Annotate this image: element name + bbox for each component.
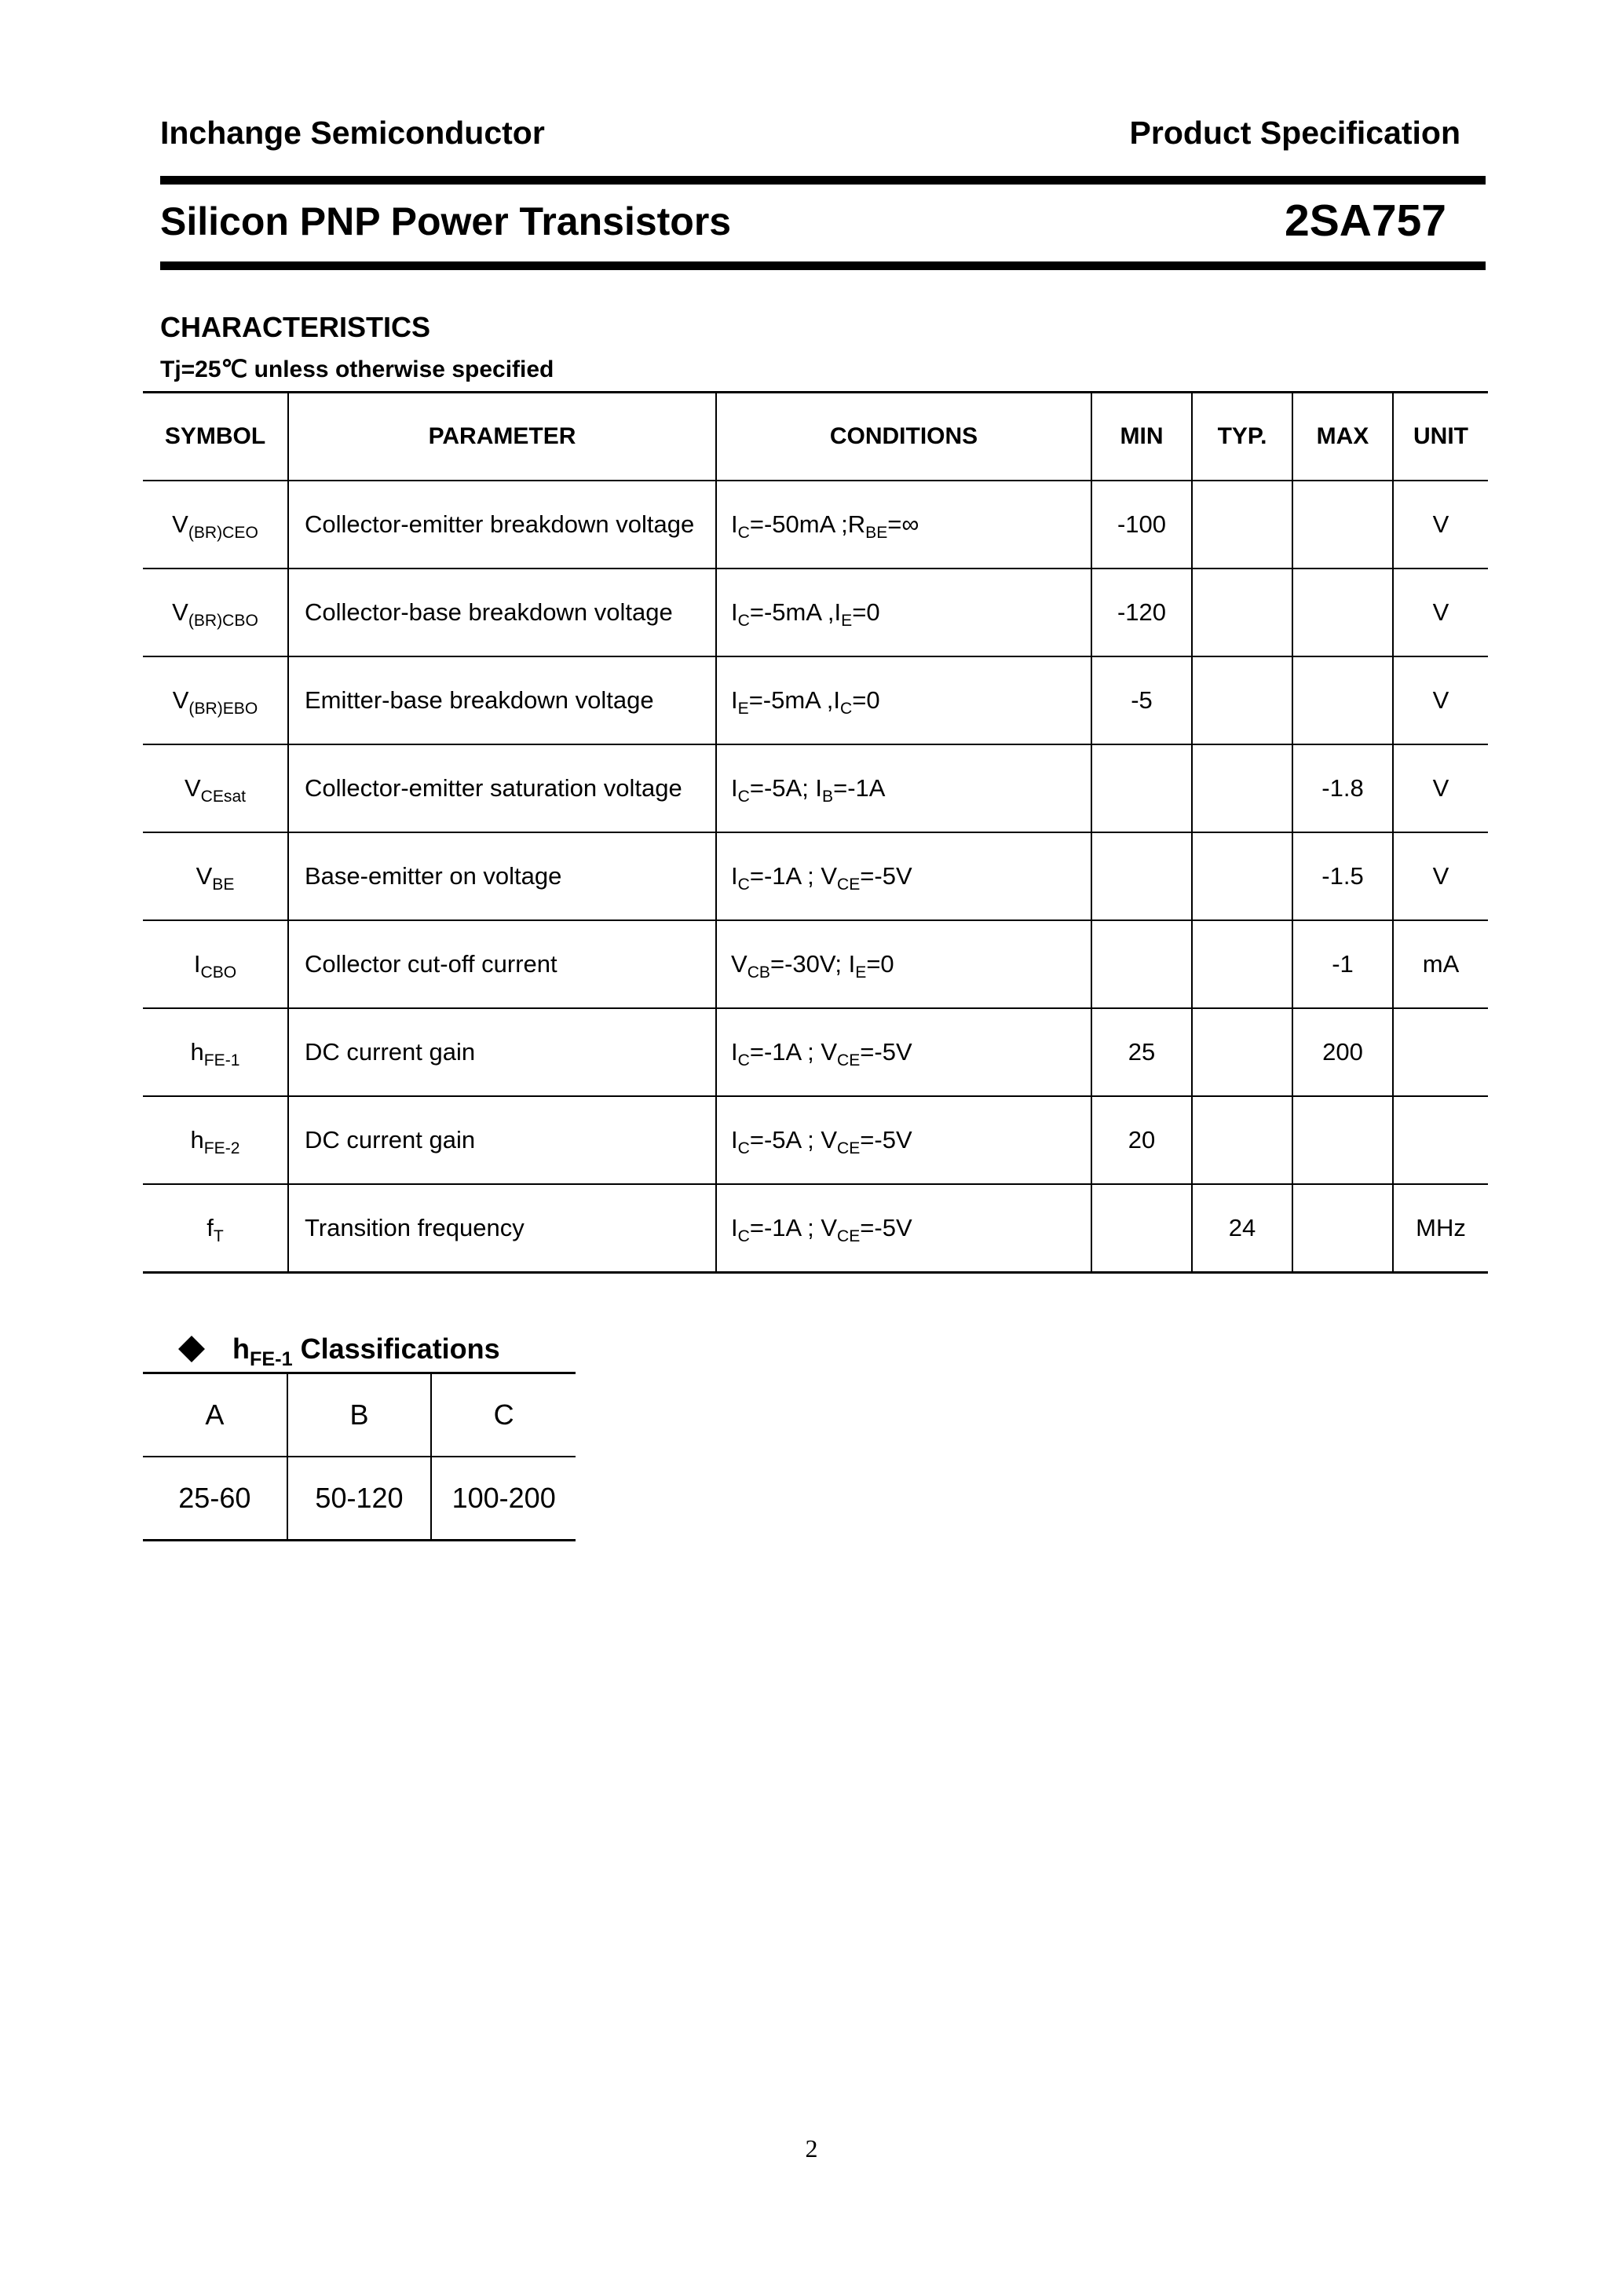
unit-cell: MHz [1393,1184,1488,1273]
symbol-cell: $V_{(BR)CEO}$ [143,481,288,569]
typ-cell [1192,1096,1292,1184]
parameter-cell: DC current gain [288,1008,716,1096]
parameter-cell: Base-emitter on voltage [288,832,716,920]
classifications-header-row [143,1373,576,1457]
conditions-cell: $I_E=-5mA$ $,I_C=0$ [716,656,1091,744]
symbol-cell: $f_T$ [143,1184,288,1273]
symbol-cell: $V_{(BR)EBO}$ [143,656,288,744]
max-cell [1292,481,1393,569]
class-value-b: 50-120 [287,1457,432,1541]
conditions-cell: $I_C=-1A$ ; $V_{CE}=-5V$ [716,832,1091,920]
typ-cell: 24 [1192,1184,1292,1273]
classifications-heading [176,1333,500,1370]
conditions-cell: $I_C=-50mA$ $;R_{BE}=\infty$ [716,481,1091,569]
table-row [143,1096,1488,1184]
page-number: 2 [805,2134,818,2163]
symbol-cell: $V_{BE}$ [143,832,288,920]
table-row [143,481,1488,569]
section-title: CHARACTERISTICS [160,311,431,343]
table-row [143,1008,1488,1096]
symbol-cell: $h_{FE-2}$ [143,1096,288,1184]
symbol-cell: $V_{(BR)CBO}$ [143,569,288,656]
conditions-cell: $V_{CB}=-30V$; $I_E=0$ [716,920,1091,1008]
conditions-cell: $I_C=-5A$; $I_B=-1A$ [716,744,1091,832]
unit-cell: V [1393,481,1488,569]
company-name: Inchange Semiconductor [160,115,545,151]
conditions-cell: $I_C=-5mA$ $,I_E=0$ [716,569,1091,656]
table-row [143,569,1488,656]
classifications-title: $h_{FE-1}$ Classifications [232,1333,500,1370]
unit-cell: V [1393,832,1488,920]
table-row [143,832,1488,920]
class-value-a: 25-60 [143,1457,287,1541]
unit-cell [1393,1096,1488,1184]
max-cell: 200 [1292,1008,1393,1096]
typ-cell [1192,920,1292,1008]
table-row [143,656,1488,744]
table-header-row [143,393,1488,481]
min-cell: 20 [1091,1096,1192,1184]
max-cell [1292,1096,1393,1184]
characteristics-table [143,391,1488,1274]
unit-cell [1393,1008,1488,1096]
table-row [143,1184,1488,1273]
col-header-symbol: SYMBOL [143,393,288,481]
col-header-unit: UNIT [1393,393,1488,481]
max-cell [1292,656,1393,744]
col-header-parameter: PARAMETER [288,393,716,481]
min-cell [1091,744,1192,832]
max-cell [1292,569,1393,656]
col-header-typ: TYP. [1192,393,1292,481]
parameter-cell: Collector-emitter breakdown voltage [288,481,716,569]
max-cell: -1.5 [1292,832,1393,920]
typ-cell [1192,832,1292,920]
class-value-c: 100-200 [431,1457,576,1541]
table-row [143,744,1488,832]
unit-cell: V [1393,656,1488,744]
header-divider-bottom [160,261,1486,270]
min-cell: 25 [1091,1008,1192,1096]
col-header-conditions: CONDITIONS [716,393,1091,481]
conditions-cell: $I_C=-1A$ ; $V_{CE}=-5V$ [716,1184,1091,1273]
header-divider-top [160,176,1486,185]
col-header-min: MIN [1091,393,1192,481]
class-header-a: A [143,1373,287,1457]
parameter-cell: Collector cut-off current [288,920,716,1008]
unit-cell: V [1393,744,1488,832]
min-cell: -120 [1091,569,1192,656]
condition-note: Tj=25℃ unless otherwise specified [160,356,554,382]
typ-cell [1192,656,1292,744]
symbol-cell: $I_{CBO}$ [143,920,288,1008]
table-row [143,920,1488,1008]
typ-cell [1192,569,1292,656]
min-cell [1091,832,1192,920]
class-header-c: C [431,1373,576,1457]
parameter-cell: Emitter-base breakdown voltage [288,656,716,744]
max-cell [1292,1184,1393,1273]
conditions-cell: $I_C=-5A$ ; $V_{CE}=-5V$ [716,1096,1091,1184]
parameter-cell: Transition frequency [288,1184,716,1273]
parameter-cell: Collector-base breakdown voltage [288,569,716,656]
unit-cell: mA [1393,920,1488,1008]
document-type: Product Specification [1129,115,1460,151]
symbol-cell: $V_{CEsat}$ [143,744,288,832]
min-cell: -100 [1091,481,1192,569]
diamond-bullet-icon [178,1336,205,1362]
class-header-b: B [287,1373,432,1457]
part-number: 2SA757 [1285,196,1446,246]
classifications-value-row [143,1457,576,1541]
min-cell [1091,1184,1192,1273]
typ-cell [1192,1008,1292,1096]
max-cell: -1.8 [1292,744,1393,832]
parameter-cell: Collector-emitter saturation voltage [288,744,716,832]
unit-cell: V [1393,569,1488,656]
max-cell: -1 [1292,920,1393,1008]
product-title: Silicon PNP Power Transistors [160,199,732,243]
classifications-table [143,1372,576,1541]
min-cell: -5 [1091,656,1192,744]
symbol-cell: $h_{FE-1}$ [143,1008,288,1096]
typ-cell [1192,744,1292,832]
conditions-cell: $I_C=-1A$ ; $V_{CE}=-5V$ [716,1008,1091,1096]
min-cell [1091,920,1192,1008]
col-header-max: MAX [1292,393,1393,481]
parameter-cell: DC current gain [288,1096,716,1184]
typ-cell [1192,481,1292,569]
